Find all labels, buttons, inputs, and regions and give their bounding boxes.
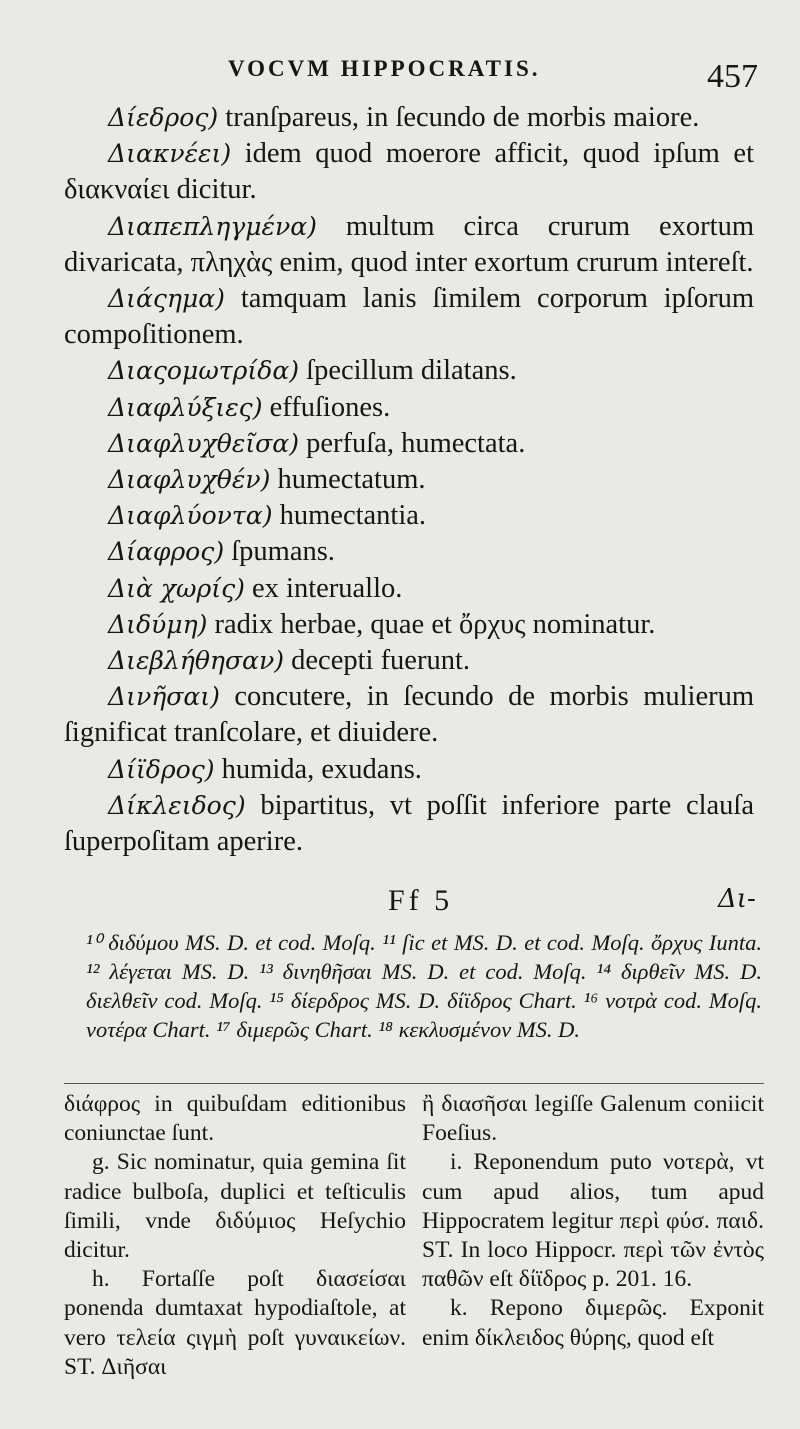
entry — [64, 100, 754, 136]
column-divider-rule — [64, 1083, 764, 1084]
entry-head: Διαςομωτρίδα) — [108, 356, 300, 386]
entry-text: idem quod moerore afficit, quod ipſum et διακναίει dicitur. — [64, 138, 755, 206]
entry-head: Δίαφρος) — [108, 537, 225, 567]
entry-head: Διαφλύξιες) — [108, 392, 263, 422]
main-text — [64, 100, 754, 860]
catchword: Δι- — [718, 884, 756, 914]
entry-text: humectatum. — [277, 464, 426, 496]
commentary-paragraph: ἢ διασῆσαι legiſſe Galenum coniicit Foeſius. — [422, 1091, 764, 1147]
entry-text: humectantia. — [279, 500, 427, 532]
entry — [64, 390, 754, 426]
entry-head: Δίκλειδος) — [108, 790, 246, 820]
entry-head: Διάςημα) — [108, 284, 225, 314]
entry — [64, 607, 754, 643]
commentary-paragraph: i. Reponendum puto νοτερὰ, vt cum apud alios, tum apud Hippocratem legitur περὶ φύσ. παιδ. ST. In loco Hippocr. περὶ τῶν ἐντὸς παθῶν eſt δίϊδρος p. 201. 16. — [422, 1149, 764, 1293]
entry-text: bipartitus, vt poſſit inferiore parte clauſa ſuperpoſitam aperire. — [64, 789, 754, 858]
entry — [64, 426, 754, 462]
commentary-paragraph: h. Fortaſſe poſt διασείσαι ponenda dumtaxat hypodiaſtole, at vero τελεία ςιγμὴ poſt γυναικείων. ST. Διῆσαι — [64, 1266, 406, 1380]
page-number: 457 — [707, 58, 758, 95]
entry-head: Διεβλήθησαν) — [108, 646, 285, 676]
entry — [64, 353, 754, 389]
entry-head: Διαφλυχθεῖσα) — [108, 428, 300, 458]
entry — [64, 136, 754, 208]
entry-head: Διακνέει) — [108, 139, 232, 169]
entry — [64, 752, 754, 788]
entry-text: effuſiones. — [269, 391, 391, 423]
entry — [64, 209, 754, 281]
entry-head: Διδύμη) — [108, 609, 208, 639]
entry — [64, 281, 754, 353]
entry-text: humida, exudans. — [221, 753, 422, 785]
entry — [64, 571, 754, 607]
entry-text: ſpecillum dilatans. — [306, 355, 517, 387]
entry-text: ex interuallo. — [252, 572, 403, 604]
entry-head: Δίϊδρος) — [108, 754, 215, 784]
signature-line — [0, 884, 800, 924]
entry-head: Διαφλύοντα) — [108, 501, 273, 531]
entry — [64, 679, 754, 751]
entry — [64, 643, 754, 679]
entry-head: Διαφλυχθέν) — [108, 465, 271, 495]
entry-text: concutere, in ſecundo de morbis mulierum ſignificat tranſcolare, et diuidere. — [64, 681, 755, 749]
entry-text: radix herbae, quae et ὄρχυς nominatur. — [214, 608, 656, 640]
entry-text: tamquam lanis ſimilem corporum ipſorum compoſitionem. — [64, 283, 754, 351]
entry — [64, 788, 754, 860]
running-title: VOCVM HIPPOCRATIS. — [228, 56, 541, 81]
entry-head: Διὰ χωρίς) — [108, 573, 245, 603]
commentary-paragraph: διάφρος in quibuſdam editionibus coniunctae ſunt. — [64, 1091, 406, 1147]
entry-text: tranſpareus, in ſecundo de morbis maiore. — [225, 102, 700, 133]
entry-text: decepti fuerunt. — [291, 645, 470, 677]
footnotes — [86, 928, 762, 1044]
entry-text: multum circa crurum exortum divaricata, πληχὰς enim, quod inter exortum crurum intereſt. — [64, 210, 754, 278]
entry — [64, 534, 754, 570]
commentary-left-column — [64, 1090, 406, 1382]
entry-text: ſpumans. — [231, 536, 335, 568]
entry — [64, 462, 754, 498]
entry — [64, 498, 754, 534]
commentary-paragraph: g. Sic nominatur, quia gemina ſit radice bulboſa, duplici et teſticulis ſimili, vnde διδύμιος Heſychio dicitur. — [64, 1149, 406, 1264]
entry-text: perfuſa, humectata. — [306, 427, 526, 459]
signature-mark: Ff 5 — [388, 884, 454, 917]
footnote-block: ¹⁰ διδύμου MS. D. et cod. Moſq. ¹¹ ſic et MS. D. et cod. Moſq. ὄρχυς Iunta. ¹² λέγεται MS. D. ¹³ δινηθῆσαι MS. D. et cod. Moſq. ¹⁴ διρθεῖν MS. D. διελθεῖν cod. Moſq. ¹⁵ δίερδρος MS. D. δίϊδρος Chart. ¹⁶ νοτρὰ cod. Moſq. νοτέρα Chart. ¹⁷ διμερῶς Chart. ¹⁸ κεκλυσμένον MS. D. — [86, 930, 762, 1042]
entry-head: Διαπεπληγμένα) — [108, 211, 317, 241]
entry-head: Δίεδρος) — [108, 103, 219, 132]
commentary-paragraph: k. Repono διμερῶς. Exponit enim δίκλειδος θύρης, quod eſt — [422, 1295, 764, 1351]
entry-head: Δινῆσαι) — [108, 682, 220, 712]
commentary-right-column — [422, 1090, 764, 1353]
